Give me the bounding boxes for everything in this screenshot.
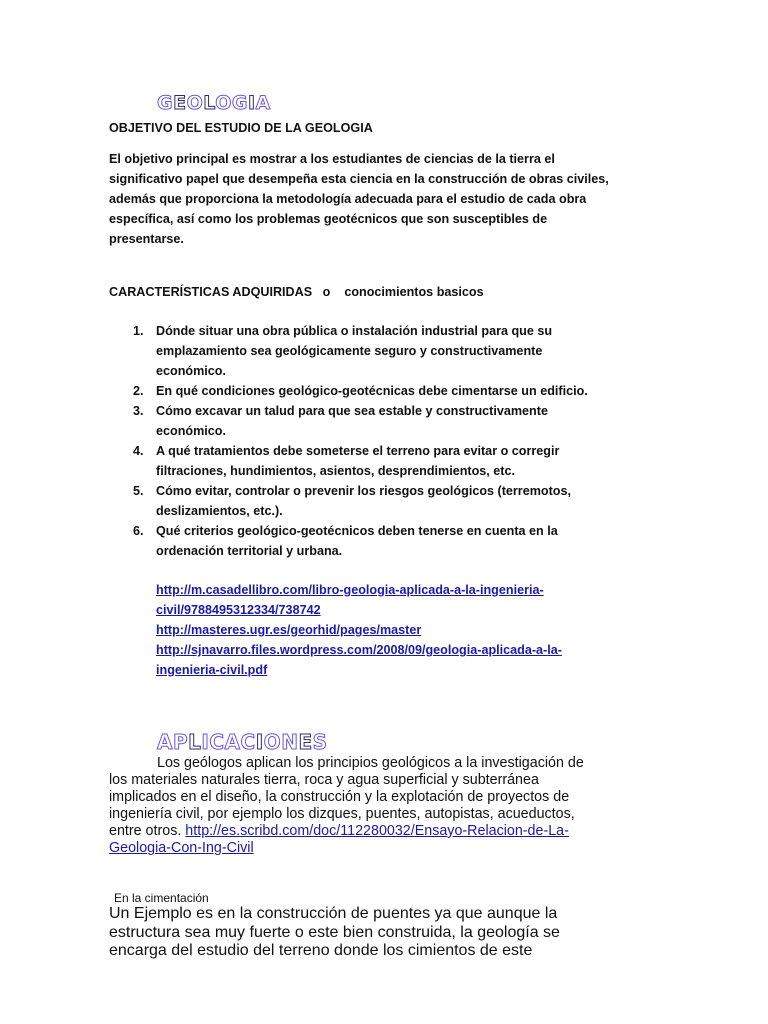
paragraph-line: implicados en el diseño, la construcción y la explotación de proyectos de — [109, 789, 570, 805]
paragraph-line — [109, 823, 589, 840]
wordart-letter: L — [188, 730, 202, 754]
wordart-letter: I — [255, 730, 264, 754]
heading-objetivo: OBJETIVO DEL ESTUDIO DE LA GEOLOGIA — [109, 121, 373, 135]
list-item-line: económico. — [156, 424, 226, 438]
wordart-letter: G — [157, 92, 174, 114]
wordart-letter: A — [157, 730, 173, 754]
paragraph-line — [109, 840, 589, 857]
heading-caracteristicas: CARACTERÍSTICAS ADQUIRIDAS o conocimientos basicos — [109, 285, 484, 299]
list-item — [109, 401, 549, 441]
link-sjnavarro[interactable] — [156, 640, 562, 680]
paragraph-cimentacion — [109, 905, 560, 961]
list-item-line: Qué criterios geológico-geotécnicos deben tenerse en cuenta en la — [156, 524, 558, 538]
link-scribd-continued[interactable]: Geologia-Con-Ing-Civil — [109, 840, 254, 856]
wordart-letter: S — [312, 730, 328, 754]
paragraph-line: Un Ejemplo es en la construcción de puentes ya que aunque la — [109, 905, 558, 922]
numbered-list — [109, 321, 588, 561]
list-number: 5. — [133, 484, 144, 498]
list-item-line: filtraciones, hundimientos, asientos, desprendimientos, etc. — [156, 464, 515, 478]
wordart-letter: O — [263, 730, 282, 754]
wordart-letter: A — [255, 92, 271, 114]
list-item-line: ordenación territorial y urbana. — [156, 544, 343, 558]
paragraph-objetivo — [109, 149, 609, 249]
list-number: 4. — [133, 444, 144, 458]
paragraph-line: Los geólogos aplican los principios geológicos a la investigación de — [157, 755, 584, 771]
paragraph-line: encarga del estudio del terreno donde los cimientos de este — [109, 942, 533, 959]
list-number: 2. — [133, 384, 144, 398]
paragraph-line: El objetivo principal es mostrar a los estudiantes de ciencias de la tierra el — [109, 152, 555, 166]
list-number: 1. — [133, 324, 144, 338]
wordart-letter: A — [224, 730, 241, 754]
wordart-letter: E — [298, 730, 313, 754]
list-item — [109, 381, 588, 401]
list-item-line: A qué tratamientos debe someterse el terreno para evitar o corregir — [156, 444, 560, 458]
list-item-line: deslizamientos, etc.). — [156, 504, 283, 518]
wordart-letter: I — [201, 730, 210, 754]
paragraph-line: significativo papel que desempeña esta ciencia en la construcción de obras civiles, — [109, 172, 609, 186]
list-number: 3. — [133, 404, 144, 418]
link-line[interactable]: http://m.casadellibro.com/libro-geologia-aplicada-a-la-ingenieria- — [156, 583, 544, 597]
link-casadellibro[interactable] — [156, 580, 562, 620]
paragraph-line: ingeniería civil, por ejemplo los dizques, puentes, autopistas, acueductos, — [109, 806, 575, 822]
list-item — [109, 441, 560, 481]
list-item-line: económico. — [156, 364, 226, 378]
wordart-letter: C — [209, 730, 225, 754]
paragraph-line: los materiales naturales tierra, roca y agua superficial y subterránea — [109, 772, 539, 788]
paragraph-line: presentarse. — [109, 232, 184, 246]
list-item-line: Cómo evitar, controlar o prevenir los riesgos geológicos (terremotos, — [156, 484, 571, 498]
list-item — [109, 521, 558, 561]
paragraph-line: además que proporciona la metodología adecuada para el estudio de cada obra — [109, 192, 587, 206]
paragraph-text: entre otros. — [109, 823, 186, 839]
paragraph-aplicaciones — [109, 755, 589, 857]
wordart-letter: N — [281, 730, 299, 754]
reference-links — [156, 580, 562, 680]
paragraph-line: específica, así como los problemas geotécnicos que son susceptibles de — [109, 212, 548, 226]
paragraph-line: estructura sea muy fuerte o este bien construida, la geología se — [109, 923, 560, 941]
wordart-letter: G — [231, 92, 248, 114]
link-line[interactable]: http://masteres.ugr.es/georhid/pages/master — [156, 623, 422, 637]
link-scribd[interactable]: http://es.scribd.com/doc/112280032/Ensayo-Relacion-de-La- — [185, 823, 569, 839]
link-line[interactable]: ingenieria-civil.pdf — [156, 663, 268, 677]
list-item-line: Cómo excavar un talud para que sea estable y constructivamente — [156, 404, 548, 418]
link-line[interactable]: civil/9788495312334/738742 — [156, 603, 321, 617]
list-item-line: emplazamiento sea geológicamente seguro y constructivamente — [156, 344, 543, 358]
link-line[interactable]: http://sjnavarro.files.wordpress.com/2008/09/geologia-aplicada-a-la- — [156, 643, 562, 657]
wordart-letter: C — [240, 730, 256, 754]
wordart-letter: P — [172, 730, 189, 754]
wordart-title-geologia — [157, 92, 271, 114]
wordart-title-aplicaciones — [157, 730, 328, 754]
list-item — [109, 481, 571, 521]
wordart-letter: O — [215, 92, 232, 114]
wordart-letter: E — [173, 92, 187, 114]
wordart-letter: I — [247, 92, 256, 114]
list-number: 6. — [133, 524, 144, 538]
heading-cimentacion: En la cimentación — [114, 891, 209, 905]
list-item-line: En qué condiciones geológico-geotécnicas debe cimentarse un edificio. — [156, 384, 588, 398]
wordart-letter: L — [203, 92, 216, 114]
list-item-line: Dónde situar una obra pública o instalación industrial para que su — [156, 324, 553, 338]
wordart-letter: O — [186, 92, 204, 114]
link-masteres[interactable] — [156, 620, 562, 640]
list-item — [109, 321, 553, 381]
